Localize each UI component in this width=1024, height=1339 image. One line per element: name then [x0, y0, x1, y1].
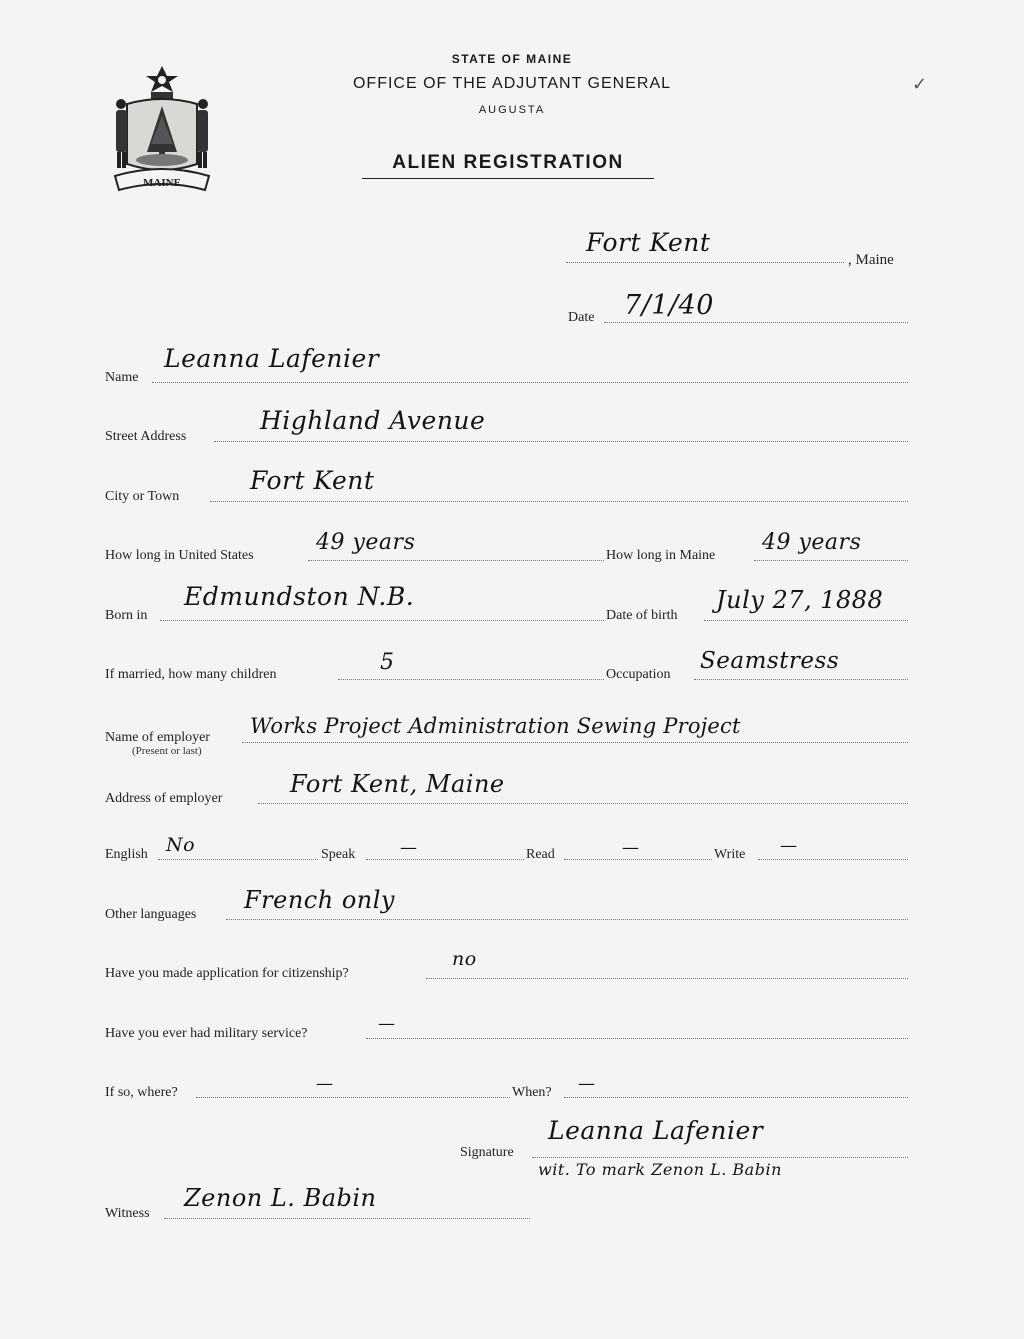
citizenship-line — [426, 978, 908, 979]
city-line — [210, 501, 908, 502]
years-maine-line — [754, 560, 908, 561]
employer-sublabel: (Present or last) — [132, 745, 202, 757]
children-line — [338, 679, 604, 680]
write-value: — — [780, 836, 798, 856]
where-label: If so, where? — [105, 1085, 178, 1100]
employer-value: Works Project Administration Sewing Project — [250, 714, 741, 738]
other-languages-value: French only — [244, 886, 395, 914]
dob-line — [704, 620, 908, 621]
witness-value: Zenon L. Babin — [184, 1184, 377, 1212]
born-in-value: Edmundston N.B. — [184, 582, 415, 611]
speak-line — [366, 859, 524, 860]
when-value: — — [578, 1074, 596, 1094]
name-label: Name — [105, 370, 139, 385]
date-line — [604, 322, 908, 323]
where-line — [196, 1097, 510, 1098]
dob-label: Date of birth — [606, 608, 678, 623]
date-label: Date — [568, 310, 595, 325]
english-value: No — [166, 834, 196, 856]
signature-note: wit. To mark Zenon L. Babin — [538, 1160, 782, 1179]
years-us-value: 49 years — [316, 530, 416, 555]
speak-value: — — [400, 838, 418, 858]
children-label: If married, how many children — [105, 667, 277, 682]
employer-address-label: Address of employer — [105, 791, 223, 806]
occupation-value: Seamstress — [700, 648, 840, 674]
signature-line — [532, 1157, 908, 1158]
citizenship-label: Have you made application for citizenship? — [105, 966, 349, 981]
years-us-label: How long in United States — [105, 548, 254, 563]
name-value: Leanna Lafenier — [164, 344, 380, 373]
born-in-line — [160, 620, 604, 621]
street-line — [214, 441, 908, 442]
other-languages-label: Other languages — [105, 907, 197, 922]
employer-address-value: Fort Kent, Maine — [290, 770, 505, 798]
where-value: — — [316, 1074, 334, 1094]
street-value: Highland Avenue — [260, 406, 486, 435]
children-value: 5 — [380, 650, 395, 675]
signature-label: Signature — [460, 1145, 514, 1160]
english-label: English — [105, 847, 148, 862]
employer-line — [242, 742, 908, 743]
years-us-line — [308, 560, 604, 561]
born-in-label: Born in — [105, 608, 148, 623]
english-line — [158, 859, 318, 860]
city-value: Fort Kent — [250, 466, 375, 495]
when-line — [564, 1097, 908, 1098]
check-mark-icon: ✓ — [912, 74, 928, 95]
city-label: City or Town — [105, 489, 180, 504]
witness-line — [164, 1218, 530, 1219]
occupation-label: Occupation — [606, 667, 671, 682]
read-line — [564, 859, 712, 860]
city-heading: AUGUSTA — [478, 104, 546, 116]
state-heading: STATE OF MAINE — [451, 52, 573, 66]
years-maine-value: 49 years — [762, 530, 862, 555]
years-maine-label: How long in Maine — [606, 548, 716, 563]
citizenship-value: no — [452, 948, 477, 970]
when-label: When? — [512, 1085, 552, 1100]
location-label: , Maine — [848, 252, 894, 268]
dob-value: July 27, 1888 — [716, 586, 884, 614]
witness-label: Witness — [105, 1206, 150, 1221]
military-label: Have you ever had military service? — [105, 1026, 308, 1041]
write-line — [758, 859, 908, 860]
read-label: Read — [526, 847, 555, 862]
speak-label: Speak — [321, 847, 356, 862]
street-label: Street Address — [105, 429, 187, 444]
location-line — [566, 262, 844, 263]
employer-address-line — [258, 803, 908, 804]
employer-label: Name of employer — [105, 730, 210, 745]
military-line — [366, 1038, 908, 1039]
read-value: — — [622, 838, 640, 858]
write-label: Write — [714, 847, 746, 862]
name-line — [152, 382, 908, 383]
location-value: Fort Kent — [586, 228, 711, 257]
other-languages-line — [226, 919, 908, 920]
signature-value: Leanna Lafenier — [548, 1116, 764, 1145]
office-heading: OFFICE OF THE ADJUTANT GENERAL — [352, 75, 672, 92]
form-title: ALIEN REGISTRATION — [362, 152, 654, 179]
military-value: — — [378, 1014, 396, 1034]
date-value: 7/1/40 — [624, 290, 714, 321]
seal-text: MAINE — [143, 177, 181, 189]
occupation-line — [694, 679, 908, 680]
